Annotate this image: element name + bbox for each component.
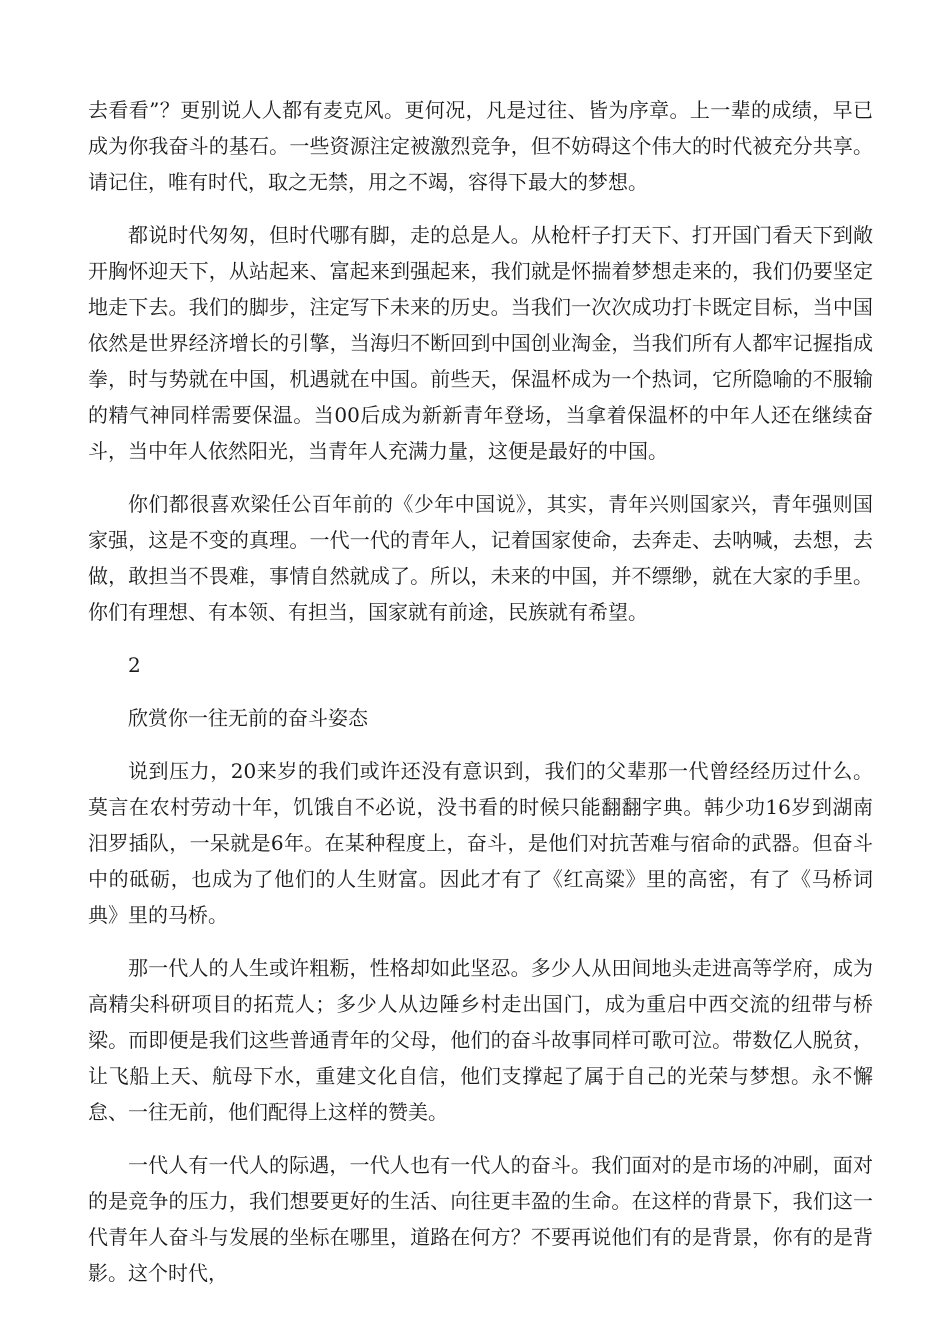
document-body (88, 92, 873, 1308)
section-heading: 欣赏你一往无前的奋斗姿态 (128, 706, 368, 730)
paragraph-generation: 那一代人的人生或许粗粝，性格却如此坚忍。多少人从田间地头走进高等学府，成为高精尖科研项目的拓荒人；多少人从边陲乡村走出国门，成为重启中西交流的纽带与桥梁。而即便是我们这些普通青年的父母，他们的奋斗故事同样可歌可泣。带数亿人脱贫，让飞船上天、航母下水，重建文化自信，他们支撑起了属于自己的光荣与梦想。永不懈怠、一往无前，他们配得上这样的赞美。 (88, 956, 873, 1124)
paragraph-youth-china: 你们都很喜欢梁任公百年前的《少年中国说》，其实，青年兴则国家兴，青年强则国家强，这是不变的真理。一代一代的青年人，记着国家使命，去奔走、去呐喊，去想，去做，敢担当不畏难，事情自然就成了。所以，未来的中国，并不缥缈，就在大家的手里。你们有理想、有本领、有担当，国家就有前途，民族就有希望。 (88, 492, 873, 624)
section-number: 2 (128, 653, 141, 677)
paragraph-era: 都说时代匆匆，但时代哪有脚，走的总是人。从枪杆子打天下、打开国门看天下到敞开胸怀迎天下，从站起来、富起来到强起来，我们就是怀揣着梦想走来的，我们仍要坚定地走下去。我们的脚步，注定写下未来的历史。当我们一次次成功打卡既定目标，当中国依然是世界经济增长的引擎，当海归不断回到中国创业淘金，当我们所有人都牢记握指成拳，时与势就在中国，机遇就在中国。前些天，保温杯成为一个热词，它所隐喻的不服输的精气神同样需要保温。当00后成为新新青年登场，当拿着保温杯的中年人还在继续奋斗，当中年人依然阳光，当青年人充满力量，这便是最好的中国。 (88, 223, 873, 463)
paragraph-pressure: 说到压力，20来岁的我们或许还没有意识到，我们的父辈那一代曾经经历过什么。莫言在农村劳动十年，饥饿自不必说，没书看的时候只能翻翻字典。韩少功16岁到湖南汨罗插队，一呆就是6年。在某种程度上，奋斗，是他们对抗苦难与宿命的武器。但奋斗中的砥砺，也成为了他们的人生财富。因此才有了《红高粱》里的高密，有了《马桥词典》里的马桥。 (88, 759, 873, 927)
paragraph-our-era: 一代人有一代人的际遇，一代人也有一代人的奋斗。我们面对的是市场的冲刷，面对的是竞争的压力，我们想要更好的生活、向往更丰盈的生命。在这样的背景下，我们这一代青年人奋斗与发展的坐标在哪里，道路在何方？不要再说他们有的是背景，你有的是背影。这个时代， (88, 1153, 873, 1285)
paragraph-continued: 去看看”？更别说人人都有麦克风。更何况，凡是过往、皆为序章。上一辈的成绩，早已成为你我奋斗的基石。一些资源注定被激烈竞争，但不妨碍这个伟大的时代被充分共享。请记住，唯有时代，取之无禁，用之不竭，容得下最大的梦想。 (88, 98, 873, 194)
